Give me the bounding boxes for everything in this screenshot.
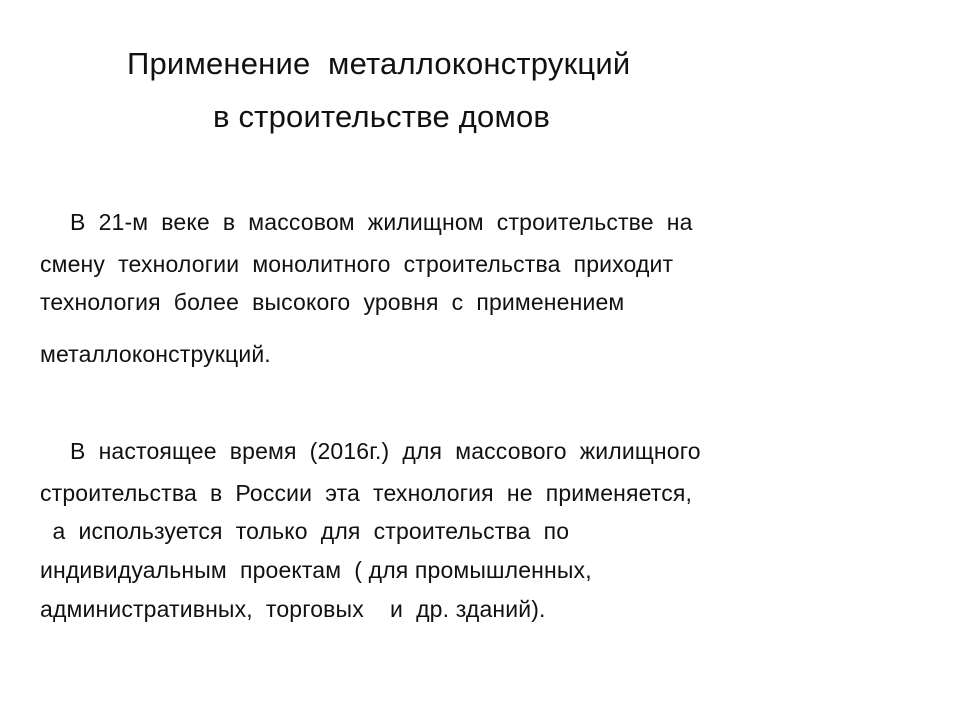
slide-title-line-2: в строительстве домов [213,99,551,134]
paragraph-1-line-4: металлоконструкций. [40,341,271,367]
paragraph-2-line-4: индивидуальным проектам ( для промышленных, [40,557,592,583]
paragraph-2-line-3: а используется только для строительства по [46,518,570,544]
slide-title-line-1: Применение металлоконструкций [127,46,631,81]
paragraph-1-line-1: В 21-м веке в массовом жилищном строительстве на [70,209,693,235]
paragraph-2-line-2: строительства в России эта технология не применяется, [40,480,693,506]
paragraph-1-line-3: технология более высокого уровня с применением [40,289,625,315]
paragraph-2-line-1: В настоящее время (2016г.) для массового жилищного [70,438,701,464]
paragraph-1-line-2: смену технологии монолитного строительства приходит [40,251,674,277]
paragraph-2-line-5: административных, торговых и др. зданий). [40,596,546,622]
